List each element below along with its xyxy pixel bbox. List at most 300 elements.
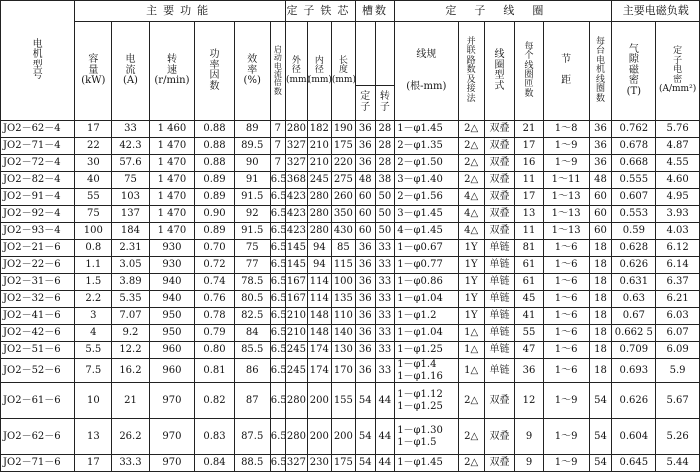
cell-start-ratio: 6.5 xyxy=(270,308,285,325)
cell-gap-flux: 0.645 xyxy=(612,455,656,472)
cell-power-factor: 0.78 xyxy=(195,308,234,325)
table-row xyxy=(1,257,700,274)
cell-stator-slots: 54 xyxy=(355,383,375,419)
cell-efficiency: 88.5 xyxy=(234,455,270,472)
cell-coils-per-motor: 60 xyxy=(589,189,612,206)
cell-stator-slots: 36 xyxy=(355,257,375,274)
cell-stator-slots: 36 xyxy=(355,274,375,291)
cell-efficiency: 84 xyxy=(234,325,270,342)
cell-model: JO2－62－6 xyxy=(1,419,75,455)
cell-coil-type: 双叠 xyxy=(484,138,515,155)
table-row xyxy=(1,223,700,240)
cell-pitch: 1～6 xyxy=(543,359,589,383)
cell-coils-per-motor: 36 xyxy=(589,121,612,138)
cell-pitch: 1～6 xyxy=(543,240,589,257)
cell-speed: 960 xyxy=(149,342,195,359)
cell-model: JO2－22－6 xyxy=(1,257,75,274)
group-stator-winding: 定子线圈 xyxy=(395,1,612,22)
cell-power-factor: 0.79 xyxy=(195,325,234,342)
cell-model: JO2－42－6 xyxy=(1,325,75,342)
cell-turns: 11 xyxy=(515,223,543,240)
cell-start-ratio: 6.5 xyxy=(270,172,285,189)
group-main-em-load: 主要电磁负载 xyxy=(612,1,700,22)
cell-gap-flux: 0.626 xyxy=(612,383,656,419)
cell-gap-flux: 0.631 xyxy=(612,274,656,291)
cell-length: 110 xyxy=(331,308,355,325)
cell-current: 184 xyxy=(112,223,149,240)
cell-inner-dia: 200 xyxy=(307,383,331,419)
col-length-header: 长 度 (mm) xyxy=(331,22,355,121)
cell-inner-dia: 94 xyxy=(307,257,331,274)
cell-coil-type: 双叠 xyxy=(484,121,515,138)
cell-coil-type: 单链 xyxy=(484,291,515,308)
cell-turns: 9 xyxy=(515,419,543,455)
cell-capacity: 55 xyxy=(75,189,112,206)
cell-capacity: 22 xyxy=(75,138,112,155)
cell-wire-spec: 1－φ1.2 xyxy=(395,308,458,325)
cell-inner-dia: 94 xyxy=(307,240,331,257)
group-stator-core: 定子铁芯 xyxy=(286,1,356,22)
cell-turns: 61 xyxy=(515,257,543,274)
cell-current: 3.05 xyxy=(112,257,149,274)
cell-rotor-slots: 44 xyxy=(375,383,395,419)
cell-pitch: 1～13 xyxy=(543,189,589,206)
cell-capacity: 1.1 xyxy=(75,257,112,274)
cell-coils-per-motor: 54 xyxy=(589,455,612,472)
cell-start-ratio: 6.5 xyxy=(270,419,285,455)
cell-inner-dia: 280 xyxy=(307,206,331,223)
cell-speed: 1 470 xyxy=(149,138,195,155)
cell-model: JO2－52－6 xyxy=(1,359,75,383)
cell-coils-per-motor: 18 xyxy=(589,257,612,274)
cell-power-factor: 0.74 xyxy=(195,274,234,291)
cell-speed: 1 470 xyxy=(149,206,195,223)
col-power-factor-header: 功 率 因 数 xyxy=(195,22,234,121)
cell-wire-spec: 1－φ1.45 xyxy=(395,121,458,138)
cell-outer-dia: 210 xyxy=(286,325,308,342)
table-row xyxy=(1,206,700,223)
cell-coil-type: 单链 xyxy=(484,342,515,359)
cell-efficiency: 87 xyxy=(234,383,270,419)
cell-outer-dia: 210 xyxy=(286,308,308,325)
cell-speed: 930 xyxy=(149,257,195,274)
cell-current-density: 6.12 xyxy=(656,240,700,257)
cell-outer-dia: 423 xyxy=(286,189,308,206)
cell-speed: 1 460 xyxy=(149,121,195,138)
cell-length: 275 xyxy=(331,172,355,189)
cell-rotor-slots: 28 xyxy=(375,138,395,155)
cell-speed: 970 xyxy=(149,455,195,472)
cell-pitch: 1～11 xyxy=(543,172,589,189)
cell-rotor-slots: 33 xyxy=(375,342,395,359)
cell-model: JO2－32－6 xyxy=(1,291,75,308)
cell-coils-per-motor: 54 xyxy=(589,419,612,455)
cell-coils-per-motor: 18 xyxy=(589,291,612,308)
cell-speed: 1 470 xyxy=(149,155,195,172)
cell-stator-slots: 60 xyxy=(355,223,375,240)
cell-model: JO2－21－6 xyxy=(1,240,75,257)
cell-pitch: 1～8 xyxy=(543,121,589,138)
cell-stator-slots: 54 xyxy=(355,455,375,472)
cell-pitch: 1～6 xyxy=(543,274,589,291)
cell-current-density: 6.21 xyxy=(656,291,700,308)
cell-capacity: 17 xyxy=(75,455,112,472)
cell-gap-flux: 0.678 xyxy=(612,138,656,155)
cell-efficiency: 80.5 xyxy=(234,291,270,308)
cell-stator-slots: 36 xyxy=(355,325,375,342)
cell-inner-dia: 245 xyxy=(307,172,331,189)
cell-speed: 970 xyxy=(149,383,195,419)
cell-rotor-slots: 28 xyxy=(375,121,395,138)
cell-pitch: 1～9 xyxy=(543,383,589,419)
cell-current: 9.2 xyxy=(112,325,149,342)
cell-parallel: 2△ xyxy=(458,419,484,455)
cell-rotor-slots: 33 xyxy=(375,291,395,308)
group-main-function: 主要功能 xyxy=(75,1,286,22)
col-rotor-slots-header: 转 子 xyxy=(375,85,395,120)
cell-start-ratio: 6.5 xyxy=(270,240,285,257)
cell-model: JO2－31－6 xyxy=(1,274,75,291)
cell-capacity: 4 xyxy=(75,325,112,342)
cell-wire-spec: 1－φ1.04 xyxy=(395,291,458,308)
cell-inner-dia: 230 xyxy=(307,455,331,472)
cell-coil-type: 双叠 xyxy=(484,383,515,419)
cell-efficiency: 89 xyxy=(234,121,270,138)
cell-power-factor: 0.76 xyxy=(195,291,234,308)
cell-start-ratio: 6.5 xyxy=(270,223,285,240)
cell-pitch: 1～13 xyxy=(543,223,589,240)
cell-model: JO2－82－4 xyxy=(1,172,75,189)
cell-turns: 36 xyxy=(515,359,543,383)
cell-current-density: 5.44 xyxy=(656,455,700,472)
cell-outer-dia: 327 xyxy=(286,155,308,172)
cell-stator-slots: 36 xyxy=(355,240,375,257)
cell-wire-spec: 1－φ1.4 1－φ1.16 xyxy=(395,359,458,383)
cell-rotor-slots: 38 xyxy=(375,172,395,189)
cell-outer-dia: 167 xyxy=(286,274,308,291)
cell-power-factor: 0.90 xyxy=(195,206,234,223)
cell-turns: 45 xyxy=(515,291,543,308)
cell-efficiency: 92 xyxy=(234,206,270,223)
cell-pitch: 1～6 xyxy=(543,257,589,274)
cell-capacity: 75 xyxy=(75,206,112,223)
cell-wire-spec: 1－φ0.67 xyxy=(395,240,458,257)
cell-wire-spec: 2－φ1.35 xyxy=(395,138,458,155)
cell-turns: 55 xyxy=(515,325,543,342)
cell-turns: 12 xyxy=(515,383,543,419)
cell-coil-type: 双叠 xyxy=(484,223,515,240)
table-body xyxy=(1,121,700,472)
cell-wire-spec: 1－φ0.77 xyxy=(395,257,458,274)
cell-capacity: 13 xyxy=(75,419,112,455)
cell-stator-slots: 36 xyxy=(355,121,375,138)
cell-wire-spec: 1－φ1.12 1－φ1.25 xyxy=(395,383,458,419)
cell-stator-slots: 54 xyxy=(355,419,375,455)
cell-start-ratio: 6.5 xyxy=(270,342,285,359)
cell-model: JO2－71－6 xyxy=(1,455,75,472)
cell-coils-per-motor: 18 xyxy=(589,274,612,291)
cell-power-factor: 0.80 xyxy=(195,342,234,359)
cell-speed: 1 470 xyxy=(149,172,195,189)
cell-pitch: 1～9 xyxy=(543,419,589,455)
cell-turns: 13 xyxy=(515,206,543,223)
cell-inner-dia: 182 xyxy=(307,121,331,138)
col-parallel-header: 并 联 路 数 及 接 法 xyxy=(458,22,484,121)
col-model-header: 电 机 型 号 xyxy=(1,1,75,121)
cell-turns: 17 xyxy=(515,138,543,155)
cell-turns: 17 xyxy=(515,189,543,206)
cell-inner-dia: 200 xyxy=(307,419,331,455)
cell-model: JO2－61－6 xyxy=(1,383,75,419)
cell-outer-dia: 245 xyxy=(286,342,308,359)
cell-speed: 940 xyxy=(149,291,195,308)
cell-length: 85 xyxy=(331,240,355,257)
table-row xyxy=(1,274,700,291)
cell-turns: 11 xyxy=(515,172,543,189)
cell-current: 33 xyxy=(112,121,149,138)
cell-inner-dia: 148 xyxy=(307,308,331,325)
cell-parallel: 2△ xyxy=(458,455,484,472)
cell-current: 3.89 xyxy=(112,274,149,291)
cell-model: JO2－41－6 xyxy=(1,308,75,325)
cell-parallel: 1△ xyxy=(458,325,484,342)
col-wire-spec-header: 线规 (根-mm) xyxy=(395,22,458,121)
cell-rotor-slots: 33 xyxy=(375,308,395,325)
col-rotor-slots-top xyxy=(375,22,395,86)
cell-speed: 1 470 xyxy=(149,223,195,240)
cell-outer-dia: 423 xyxy=(286,206,308,223)
cell-length: 100 xyxy=(331,274,355,291)
cell-current: 137 xyxy=(112,206,149,223)
cell-start-ratio: 6.5 xyxy=(270,257,285,274)
cell-rotor-slots: 28 xyxy=(375,155,395,172)
cell-current: 16.2 xyxy=(112,359,149,383)
cell-rotor-slots: 50 xyxy=(375,223,395,240)
cell-current-density: 5.26 xyxy=(656,419,700,455)
cell-power-factor: 0.89 xyxy=(195,189,234,206)
cell-length: 130 xyxy=(331,342,355,359)
cell-current-density: 4.55 xyxy=(656,155,700,172)
col-pitch-header: 节 距 xyxy=(543,22,589,121)
cell-outer-dia: 423 xyxy=(286,223,308,240)
cell-current-density: 5.67 xyxy=(656,383,700,419)
table-row xyxy=(1,455,700,472)
table-row xyxy=(1,291,700,308)
col-coil-type-header: 线 圈 型 式 xyxy=(484,22,515,121)
table-row xyxy=(1,138,700,155)
cell-length: 135 xyxy=(331,291,355,308)
cell-turns: 16 xyxy=(515,155,543,172)
cell-power-factor: 0.83 xyxy=(195,419,234,455)
cell-wire-spec: 1－φ1.45 xyxy=(395,455,458,472)
cell-turns: 47 xyxy=(515,342,543,359)
cell-power-factor: 0.89 xyxy=(195,223,234,240)
cell-parallel: 4△ xyxy=(458,189,484,206)
cell-power-factor: 0.81 xyxy=(195,359,234,383)
cell-coil-type: 单链 xyxy=(484,325,515,342)
cell-stator-slots: 60 xyxy=(355,189,375,206)
cell-coils-per-motor: 54 xyxy=(589,383,612,419)
cell-length: 140 xyxy=(331,325,355,342)
cell-model: JO2－92－4 xyxy=(1,206,75,223)
cell-efficiency: 90 xyxy=(234,155,270,172)
cell-length: 200 xyxy=(331,419,355,455)
cell-current-density: 4.87 xyxy=(656,138,700,155)
cell-inner-dia: 114 xyxy=(307,291,331,308)
cell-power-factor: 0.72 xyxy=(195,257,234,274)
cell-capacity: 100 xyxy=(75,223,112,240)
cell-parallel: 1△ xyxy=(458,359,484,383)
cell-model: JO2－72－4 xyxy=(1,155,75,172)
cell-parallel: 2△ xyxy=(458,121,484,138)
cell-efficiency: 87.5 xyxy=(234,419,270,455)
cell-pitch: 1～9 xyxy=(543,455,589,472)
cell-coils-per-motor: 18 xyxy=(589,342,612,359)
col-inner-dia-header: 内 径 (mm) xyxy=(307,22,331,121)
cell-wire-spec: 1－φ1.04 xyxy=(395,325,458,342)
cell-pitch: 1～13 xyxy=(543,206,589,223)
cell-rotor-slots: 33 xyxy=(375,257,395,274)
cell-coils-per-motor: 18 xyxy=(589,325,612,342)
cell-inner-dia: 210 xyxy=(307,155,331,172)
col-outer-dia-header: 外 径 (mm) xyxy=(286,22,308,121)
cell-parallel: 1△ xyxy=(458,342,484,359)
cell-length: 170 xyxy=(331,359,355,383)
cell-gap-flux: 0.668 xyxy=(612,155,656,172)
cell-stator-slots: 60 xyxy=(355,206,375,223)
group-slots: 槽数 xyxy=(355,1,394,22)
cell-length: 190 xyxy=(331,121,355,138)
cell-stator-slots: 48 xyxy=(355,172,375,189)
cell-current-density: 4.95 xyxy=(656,189,700,206)
cell-pitch: 1～6 xyxy=(543,325,589,342)
cell-pitch: 1～6 xyxy=(543,291,589,308)
cell-length: 350 xyxy=(331,206,355,223)
col-gap-flux-header: 气 隙 磁 密 (T) xyxy=(612,22,656,121)
cell-coils-per-motor: 18 xyxy=(589,240,612,257)
cell-parallel: 2△ xyxy=(458,172,484,189)
cell-coil-type: 双叠 xyxy=(484,155,515,172)
cell-start-ratio: 7 xyxy=(270,138,285,155)
cell-start-ratio: 7 xyxy=(270,121,285,138)
cell-current-density: 4.60 xyxy=(656,172,700,189)
cell-gap-flux: 0.607 xyxy=(612,189,656,206)
cell-speed: 950 xyxy=(149,308,195,325)
cell-power-factor: 0.89 xyxy=(195,172,234,189)
cell-model: JO2－71－4 xyxy=(1,138,75,155)
cell-wire-spec: 2－φ1.50 xyxy=(395,155,458,172)
cell-efficiency: 91 xyxy=(234,172,270,189)
cell-stator-slots: 36 xyxy=(355,138,375,155)
cell-gap-flux: 0.628 xyxy=(612,240,656,257)
cell-current-density: 6.07 xyxy=(656,325,700,342)
cell-efficiency: 91.5 xyxy=(234,223,270,240)
cell-speed: 1 470 xyxy=(149,189,195,206)
table-row xyxy=(1,189,700,206)
table-row xyxy=(1,172,700,189)
cell-coil-type: 单链 xyxy=(484,240,515,257)
cell-capacity: 2.2 xyxy=(75,291,112,308)
table-row xyxy=(1,240,700,257)
cell-wire-spec: 3－φ1.40 xyxy=(395,172,458,189)
cell-power-factor: 0.82 xyxy=(195,383,234,419)
cell-stator-slots: 36 xyxy=(355,308,375,325)
col-turns-header: 每 个 线 圈 匝 数 xyxy=(515,22,543,121)
col-speed-header: 转 速 (r/min) xyxy=(149,22,195,121)
cell-current: 42.3 xyxy=(112,138,149,155)
cell-gap-flux: 0.626 xyxy=(612,257,656,274)
cell-current: 5.35 xyxy=(112,291,149,308)
cell-power-factor: 0.88 xyxy=(195,121,234,138)
cell-gap-flux: 0.604 xyxy=(612,419,656,455)
cell-rotor-slots: 44 xyxy=(375,419,395,455)
cell-current-density: 4.03 xyxy=(656,223,700,240)
cell-outer-dia: 167 xyxy=(286,291,308,308)
cell-current-density: 3.93 xyxy=(656,206,700,223)
cell-length: 430 xyxy=(331,223,355,240)
cell-turns: 61 xyxy=(515,274,543,291)
cell-outer-dia: 327 xyxy=(286,455,308,472)
cell-start-ratio: 6.5 xyxy=(270,455,285,472)
cell-parallel: 4△ xyxy=(458,206,484,223)
cell-current-density: 6.09 xyxy=(656,342,700,359)
cell-parallel: 1Y xyxy=(458,291,484,308)
cell-coil-type: 双叠 xyxy=(484,419,515,455)
cell-stator-slots: 36 xyxy=(355,155,375,172)
cell-inner-dia: 148 xyxy=(307,325,331,342)
cell-current-density: 6.03 xyxy=(656,308,700,325)
cell-coil-type: 双叠 xyxy=(484,172,515,189)
cell-speed: 940 xyxy=(149,274,195,291)
col-current-header: 电 流 (A) xyxy=(112,22,149,121)
cell-start-ratio: 6.5 xyxy=(270,325,285,342)
cell-inner-dia: 174 xyxy=(307,342,331,359)
cell-coils-per-motor: 18 xyxy=(589,359,612,383)
cell-capacity: 40 xyxy=(75,172,112,189)
col-coils-per-motor-header: 每 台 电 机 线 圈 数 xyxy=(589,22,612,121)
cell-coil-type: 单链 xyxy=(484,308,515,325)
cell-current: 12.2 xyxy=(112,342,149,359)
cell-outer-dia: 145 xyxy=(286,240,308,257)
cell-power-factor: 0.70 xyxy=(195,240,234,257)
col-start-ratio-header: 启 动 电 流 倍 数 xyxy=(270,22,285,121)
cell-start-ratio: 6.5 xyxy=(270,189,285,206)
cell-coils-per-motor: 18 xyxy=(589,308,612,325)
cell-power-factor: 0.88 xyxy=(195,138,234,155)
cell-inner-dia: 210 xyxy=(307,138,331,155)
cell-efficiency: 75 xyxy=(234,240,270,257)
cell-rotor-slots: 33 xyxy=(375,240,395,257)
cell-outer-dia: 280 xyxy=(286,121,308,138)
cell-outer-dia: 327 xyxy=(286,138,308,155)
col-stator-slots-header: 定 子 xyxy=(355,85,375,120)
cell-efficiency: 78.5 xyxy=(234,274,270,291)
cell-model: JO2－91－4 xyxy=(1,189,75,206)
cell-speed: 930 xyxy=(149,240,195,257)
cell-gap-flux: 0.709 xyxy=(612,342,656,359)
cell-rotor-slots: 33 xyxy=(375,274,395,291)
col-efficiency-header: 效 率 (%) xyxy=(234,22,270,121)
cell-wire-spec: 2－φ1.56 xyxy=(395,189,458,206)
cell-gap-flux: 0.693 xyxy=(612,359,656,383)
cell-coils-per-motor: 48 xyxy=(589,172,612,189)
cell-start-ratio: 6.5 xyxy=(270,206,285,223)
cell-inner-dia: 280 xyxy=(307,189,331,206)
cell-model: JO2－93－4 xyxy=(1,223,75,240)
cell-parallel: 2△ xyxy=(458,383,484,419)
col-capacity-header: 容 量 (kW) xyxy=(75,22,112,121)
cell-parallel: 4△ xyxy=(458,223,484,240)
